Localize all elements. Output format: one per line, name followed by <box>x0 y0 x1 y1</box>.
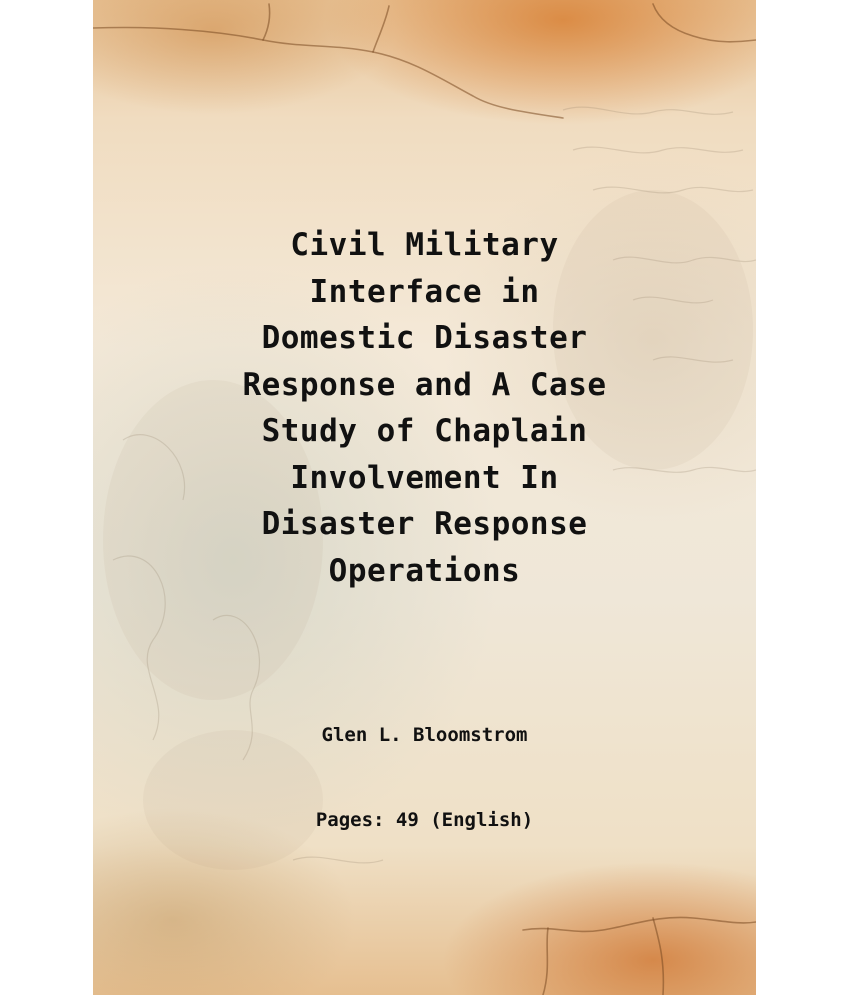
crack-line <box>263 4 270 40</box>
title-line: Involvement In <box>290 459 559 496</box>
crack-line <box>93 28 563 119</box>
title-line: Civil Military <box>290 227 559 263</box>
faint-script-stroke <box>593 187 753 193</box>
title-line: Study of Chaplain <box>261 413 588 449</box>
faint-script-stroke <box>563 107 733 114</box>
faded-illustration-shape <box>143 730 323 870</box>
crack-line <box>653 4 756 42</box>
book-author: Glen L. Bloomstrom <box>321 724 528 746</box>
title-line: Disaster Response <box>261 506 588 542</box>
crack-line <box>653 918 663 995</box>
faint-script-stroke <box>573 147 743 153</box>
book-title <box>93 222 756 594</box>
title-line: Interface in <box>309 273 540 310</box>
book-cover <box>93 0 756 995</box>
title-line: Operations <box>328 552 521 589</box>
page-count-info: Pages: 49 (English) <box>315 809 534 831</box>
faint-script-stroke <box>293 857 383 863</box>
crack-line <box>523 917 756 931</box>
crack-line <box>373 6 389 52</box>
crack-line <box>543 928 548 995</box>
title-line: Response and A Case <box>242 366 607 403</box>
title-line: Domestic Disaster <box>261 320 588 356</box>
